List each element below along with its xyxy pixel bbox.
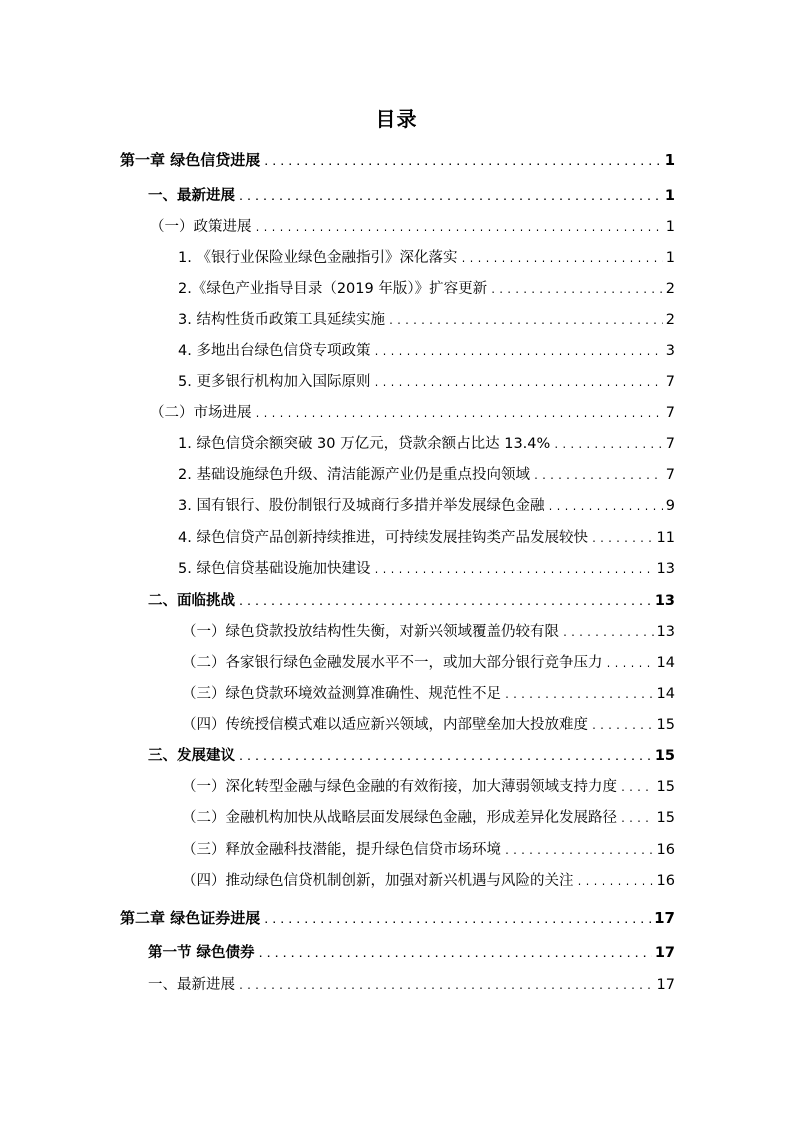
toc-page-number: 13 [654, 593, 675, 609]
toc-leader-dots [373, 562, 653, 582]
toc-page-number: 14 [656, 686, 675, 702]
toc-page-number: 1 [664, 151, 675, 169]
toc-page-number: 1 [665, 219, 675, 235]
toc-item[interactable] [182, 622, 675, 645]
toc-item[interactable] [178, 496, 675, 519]
toc-entry-text: （一）深化转型金融与绿色金融的有效衔接，加大薄弱领域支持力度 [182, 779, 617, 795]
toc-page-number: 17 [654, 945, 675, 961]
toc-entry-text: 5. 更多银行机构加入国际原则 [178, 374, 371, 390]
toc-page-number: 15 [656, 810, 675, 826]
toc-leader-dots [373, 344, 662, 364]
toc-leader-dots [553, 437, 662, 457]
toc-leader-dots [238, 978, 654, 998]
toc-entry-text: 一、最新进展 [148, 977, 235, 993]
toc-entry-text: （三）释放金融科技潜能，提升绿色信贷市场环境 [182, 842, 501, 858]
toc-page-number: 15 [654, 748, 675, 764]
toc-entry-text: 1. 《银行业保险业绿色金融指引》深化落实 [178, 250, 458, 266]
toc-page-number: 1 [665, 250, 675, 266]
toc-entry-text: （四）推动绿色信贷机制创新，加强对新兴机遇与风险的关注 [182, 873, 574, 889]
toc-entry-text: 三、发展建议 [148, 748, 235, 764]
toc-leader-dots [547, 499, 662, 519]
toc-leader-dots [504, 687, 654, 707]
toc-item[interactable] [178, 279, 675, 302]
toc-page-number: 3 [665, 343, 675, 359]
toc-page-number: 15 [656, 717, 675, 733]
toc-leader-dots [620, 780, 654, 800]
toc-leader-dots [255, 220, 663, 240]
toc-page-number: 17 [654, 909, 675, 927]
toc-item[interactable] [182, 684, 675, 707]
toc-section-1-2[interactable] [148, 591, 675, 614]
toc-entry-text: 一、最新进展 [148, 188, 235, 204]
toc-item[interactable] [178, 248, 675, 271]
toc-item[interactable] [178, 372, 675, 395]
toc-entry-text: （二）金融机构加快从战略层面发展绿色金融，形成差异化发展路径 [182, 810, 617, 826]
toc-item[interactable] [182, 840, 675, 863]
toc-entry-text: （四）传统授信模式难以适应新兴领域，内部壁垒加大投放难度 [182, 717, 588, 733]
toc-leader-dots [388, 313, 663, 333]
toc-leader-dots [255, 406, 663, 426]
toc-leader-dots [591, 718, 654, 738]
toc-item[interactable] [182, 871, 675, 894]
toc-section-2-1[interactable] [148, 943, 675, 966]
toc-page-number: 9 [665, 498, 675, 514]
toc-entry-text: 4. 多地出台绿色信贷专项政策 [178, 343, 371, 359]
toc-entry-text: 1. 绿色信贷余额突破 30 万亿元，贷款余额占比达 13.4% [178, 436, 551, 452]
toc-page-number: 17 [656, 977, 675, 993]
toc-item[interactable] [182, 808, 675, 831]
toc-subsection-2-1-1[interactable] [148, 975, 675, 998]
toc-page-number: 7 [665, 405, 675, 421]
toc-entry-text: （一）政策进展 [150, 219, 252, 235]
toc-entry-text: 5. 绿色信贷基础设施加快建设 [178, 561, 371, 577]
toc-leader-dots [263, 154, 661, 174]
toc-page-number: 13 [656, 561, 675, 577]
toc-item[interactable] [178, 310, 675, 333]
toc-entry-text: 3. 国有银行、股份制银行及城商行多措并举发展绿色金融 [178, 498, 545, 514]
toc-leader-dots [562, 625, 654, 645]
toc-page-number: 13 [656, 624, 675, 640]
toc-item[interactable] [178, 341, 675, 364]
toc-item[interactable] [178, 559, 675, 582]
toc-item[interactable] [182, 777, 675, 800]
toc-page-number: 1 [664, 188, 675, 204]
toc-subsection-1-1-1[interactable] [150, 217, 675, 240]
toc-leader-dots [577, 874, 654, 894]
toc-page-number: 11 [656, 530, 675, 546]
toc-chapter-1[interactable] [120, 150, 675, 174]
toc-page-number: 7 [665, 467, 675, 483]
toc-entry-text: （二）市场进展 [150, 405, 252, 421]
toc-page-number: 15 [656, 779, 675, 795]
toc-section-1-3[interactable] [148, 746, 675, 769]
toc-page-number: 7 [665, 436, 675, 452]
toc-page-number: 16 [656, 873, 675, 889]
toc-leader-dots [373, 375, 662, 395]
toc-leader-dots [258, 946, 652, 966]
toc-leader-dots [263, 912, 651, 932]
toc-page-number: 7 [665, 374, 675, 390]
toc-leader-dots [238, 189, 662, 209]
toc-entry-text: 第一章 绿色信贷进展 [120, 151, 261, 169]
toc-item[interactable] [182, 653, 675, 676]
toc-item[interactable] [178, 434, 675, 457]
toc-page-number: 2 [665, 281, 675, 297]
toc-chapter-2[interactable] [120, 908, 675, 932]
toc-leader-dots [620, 811, 654, 831]
toc-entry-text: （一）绿色贷款投放结构性失衡，对新兴领域覆盖仍较有限 [182, 624, 559, 640]
toc-entry-text: 2.《绿色产业指导目录（2019 年版）》扩容更新 [178, 281, 488, 297]
toc-entry-text: 第二章 绿色证券进展 [120, 909, 261, 927]
toc-entry-text: 4. 绿色信贷产品创新持续推进，可持续发展挂钩类产品发展较快 [178, 530, 588, 546]
toc-entry-text: 2. 基础设施绿色升级、清洁能源产业仍是重点投向领域 [178, 467, 530, 483]
toc-page-number: 14 [656, 655, 675, 671]
toc-page-number: 2 [665, 312, 675, 328]
toc-leader-dots [533, 468, 663, 488]
toc-subsection-1-1-2[interactable] [150, 403, 675, 426]
toc-leader-dots [490, 282, 663, 302]
toc-item[interactable] [178, 465, 675, 488]
page-title: 目录 [375, 107, 418, 131]
toc-page-number: 16 [656, 842, 675, 858]
toc-leader-dots [504, 843, 654, 863]
toc-section-1-1[interactable] [148, 186, 675, 209]
toc-entry-text: 3. 结构性货币政策工具延续实施 [178, 312, 385, 328]
toc-leader-dots [238, 749, 652, 769]
toc-leader-dots [606, 656, 654, 676]
toc-item[interactable] [178, 528, 675, 551]
toc-entry-text: 第一节 绿色债券 [148, 945, 255, 961]
toc-leader-dots [460, 251, 662, 271]
toc-leader-dots [238, 594, 652, 614]
toc-item[interactable] [182, 715, 675, 738]
toc-leader-dots [591, 531, 654, 551]
toc-entry-text: 二、面临挑战 [148, 593, 235, 609]
toc-entry-text: （二）各家银行绿色金融发展水平不一，或加大部分银行竞争压力 [182, 655, 603, 671]
toc-entry-text: （三）绿色贷款环境效益测算准确性、规范性不足 [182, 686, 501, 702]
